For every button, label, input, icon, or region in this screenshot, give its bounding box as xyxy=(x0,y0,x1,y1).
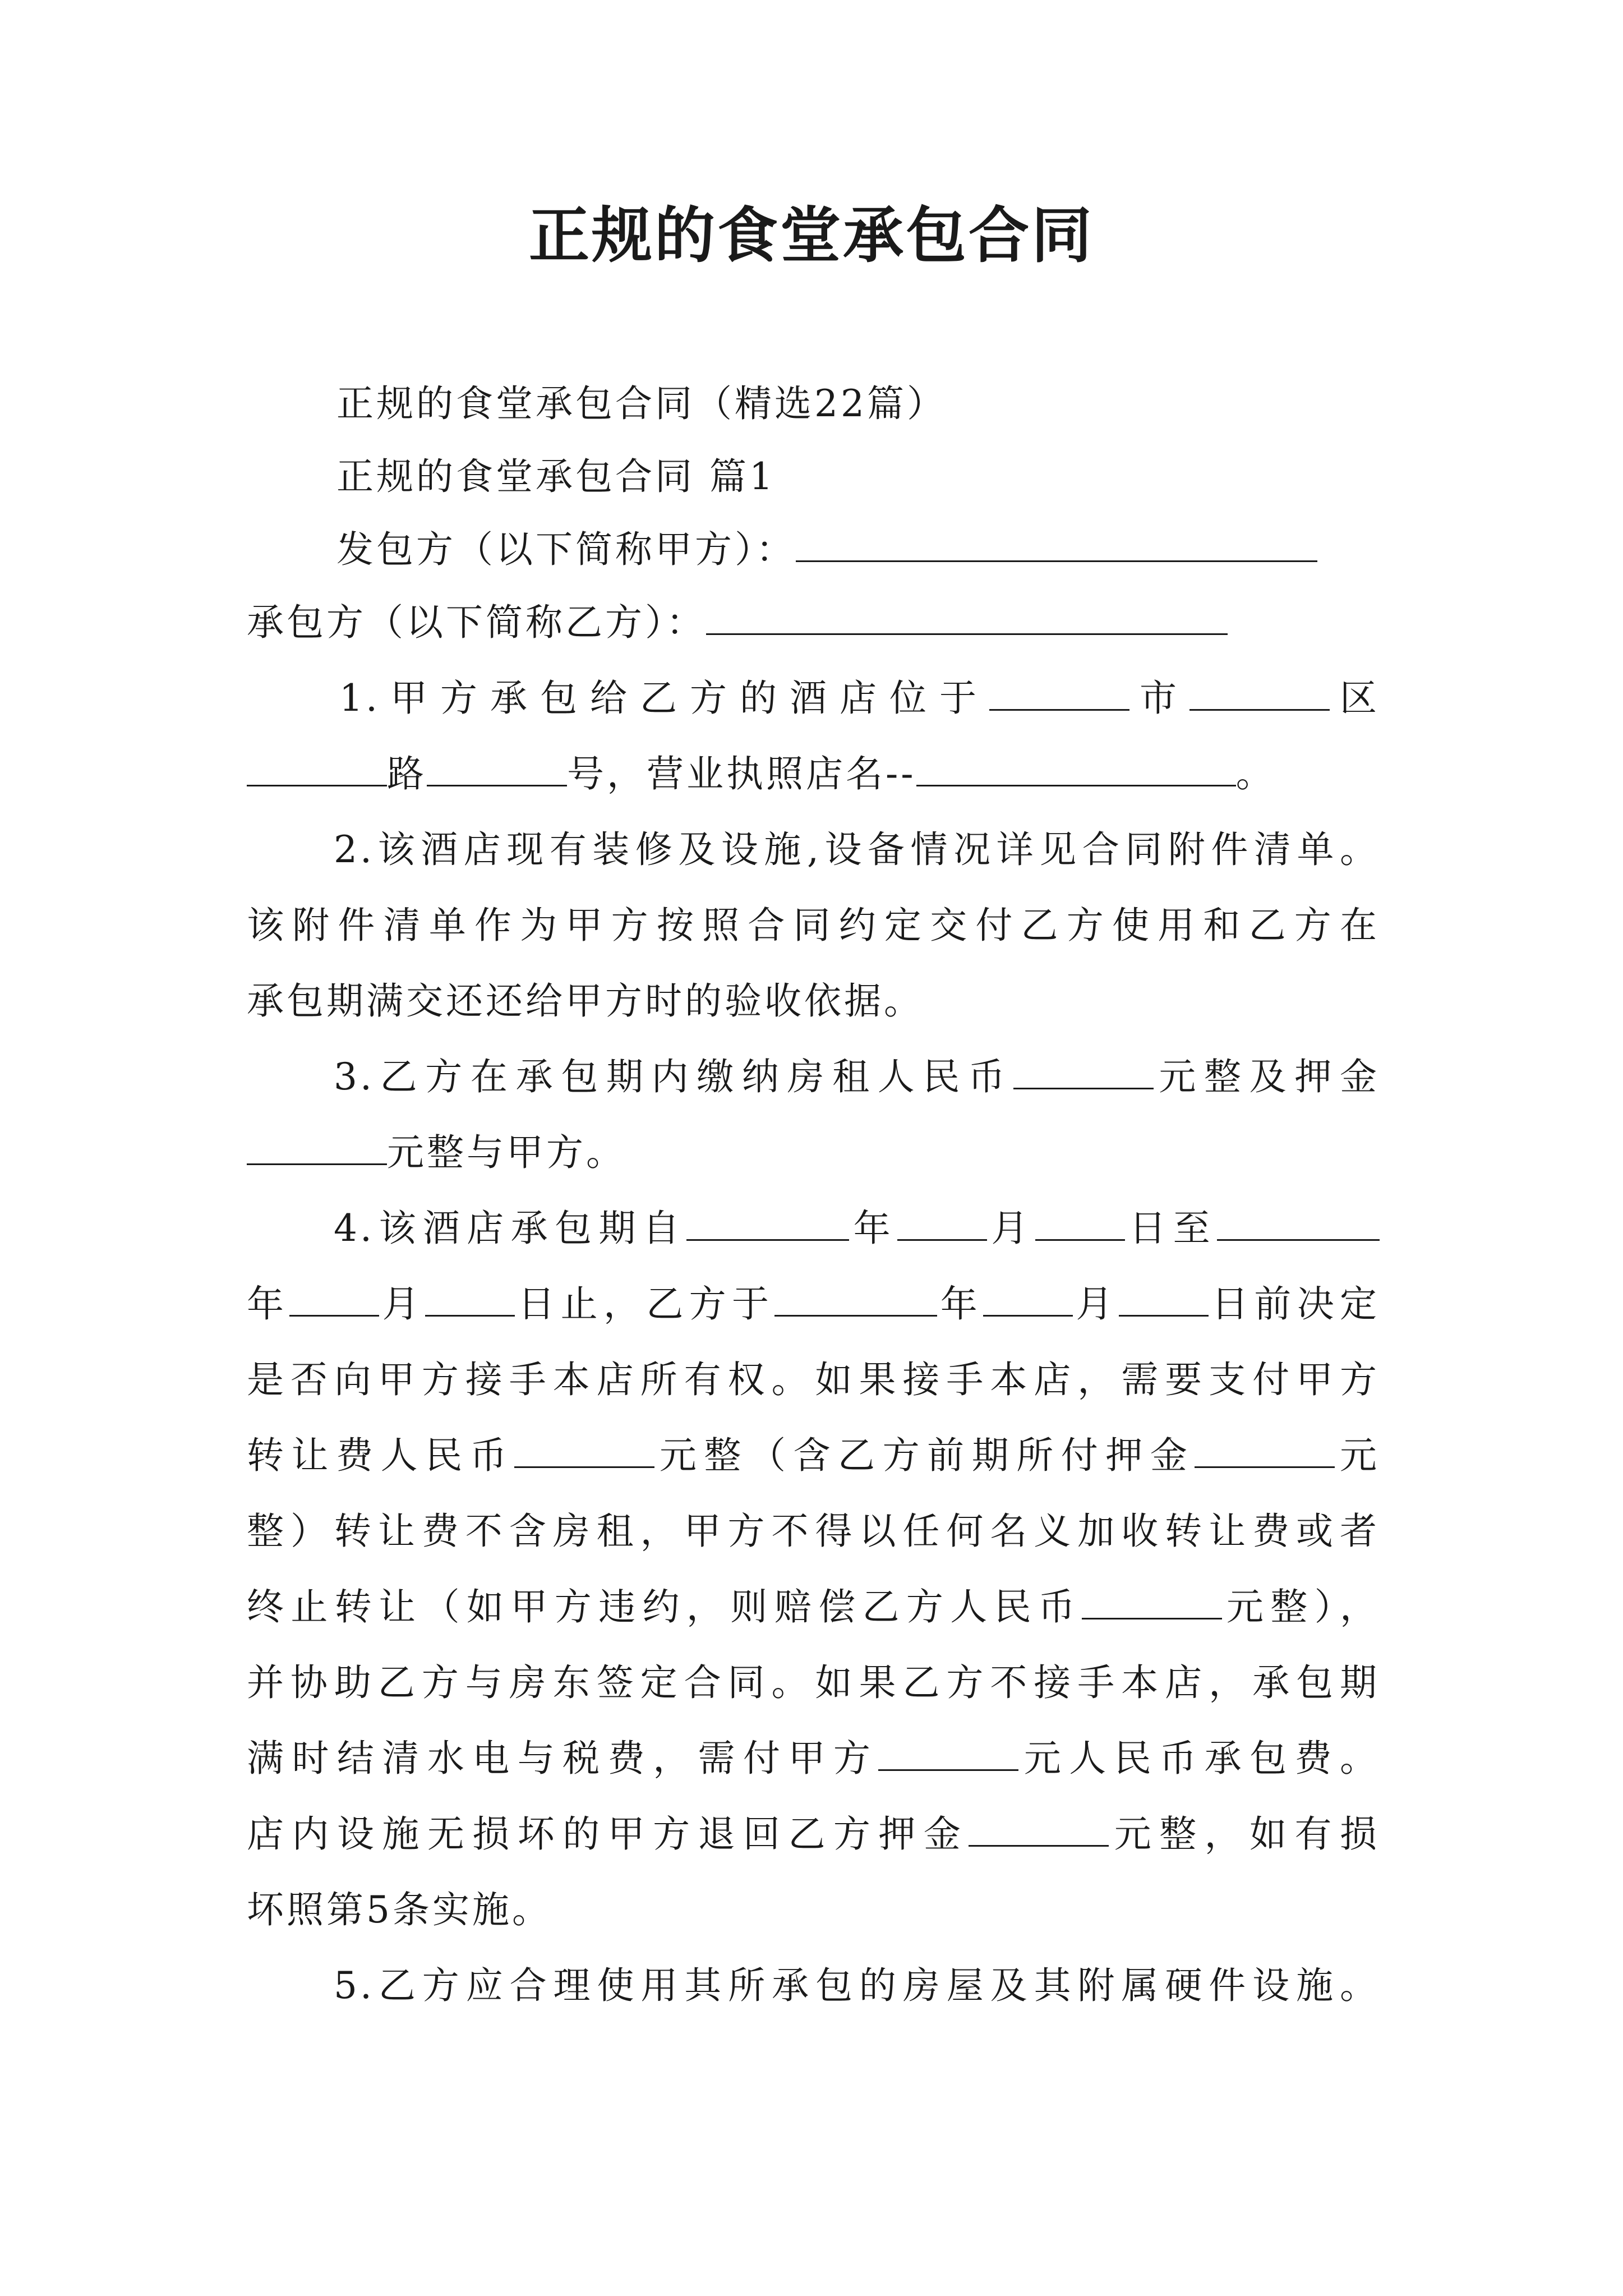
district-blank xyxy=(1189,674,1330,711)
clause4-line9 xyxy=(247,1806,1380,1862)
clause4-yuan: 元 xyxy=(1335,1434,1380,1477)
document-subtitle: 正规的食堂承包合同（精选22篇） xyxy=(336,382,947,425)
clause3-text-b: 元整及押金 xyxy=(1153,1055,1380,1098)
end-month-blank xyxy=(289,1280,379,1317)
clause4-text-a: 4.该酒店承包期自 xyxy=(334,1207,687,1250)
clause4-line1 xyxy=(334,1200,1380,1257)
start-month-blank xyxy=(897,1204,987,1241)
clause1-line2 xyxy=(247,746,1380,802)
deposit-blank xyxy=(247,1129,387,1165)
decision-year-blank xyxy=(774,1280,937,1317)
clause4-deposit-note: 元整（含乙方前期所付押金 xyxy=(654,1434,1195,1477)
clause4-line8 xyxy=(247,1731,1380,1787)
decision-day-blank xyxy=(1119,1280,1209,1317)
clause1-line1 xyxy=(339,670,1380,726)
city-blank xyxy=(989,674,1129,711)
clause4-line10: 坏照第5条实施。 xyxy=(247,1888,552,1931)
clause4-fee-unit: 元人民币承包费。 xyxy=(1018,1737,1380,1780)
start-year-blank xyxy=(686,1204,849,1241)
clause4-year-2: 年 xyxy=(247,1282,290,1326)
clause2-line1: 2.该酒店现有装修及设施,设备情况详见合同附件清单。 xyxy=(334,828,1380,871)
clause1-end: 。 xyxy=(1235,752,1276,795)
clause5-line1: 5.乙方应合理使用其所承包的房屋及其附属硬件设施。 xyxy=(334,1964,1380,2007)
clause4-fee-label: 满时结清水电与税费，需付甲方 xyxy=(247,1737,879,1780)
clause4-month: 月 xyxy=(987,1207,1035,1250)
clause4-line3: 是否向甲方接手本店所有权。如果接手本店，需要支付甲方 xyxy=(247,1358,1380,1401)
section-heading: 正规的食堂承包合同 篇1 xyxy=(336,455,776,498)
party-a-blank xyxy=(796,526,1317,562)
street-blank xyxy=(247,750,387,786)
clause1-number-text: 号，营业执照店名-- xyxy=(567,752,916,795)
party-b-blank xyxy=(706,599,1228,635)
contract-fee-blank xyxy=(878,1734,1018,1771)
document-title: 正规的食堂承包合同 xyxy=(528,200,1094,271)
rent-blank xyxy=(1013,1053,1154,1089)
clause3-line1 xyxy=(334,1049,1380,1105)
clause4-day-before: 日前决定 xyxy=(1208,1282,1380,1326)
decision-month-blank xyxy=(983,1280,1073,1317)
end-year-blank xyxy=(1217,1204,1380,1241)
clause3-text-a: 3.乙方在承包期内缴纳房租人民币 xyxy=(334,1055,1013,1098)
transfer-fee-blank xyxy=(514,1432,654,1468)
party-b-label: 承包方（以下简称乙方）： xyxy=(247,601,706,644)
clause4-year-3: 年 xyxy=(937,1282,984,1326)
party-b-line xyxy=(247,595,1380,651)
clause2-line2: 该附件清单作为甲方按照合同约定交付乙方使用和乙方在 xyxy=(247,904,1380,947)
clause4-refund-label: 店内设施无损坏的甲方退回乙方押金 xyxy=(247,1812,969,1856)
clause4-penalty-label: 终止转让（如甲方违约，则赔偿乙方人民币 xyxy=(247,1585,1082,1628)
clause4-day-to: 日至 xyxy=(1124,1207,1218,1250)
clause4-line7: 并协助乙方与房东签定合同。如果乙方不接手本店，承包期 xyxy=(247,1661,1380,1704)
clause4-month-2: 月 xyxy=(379,1282,426,1326)
clause4-line2 xyxy=(247,1276,1380,1332)
clause4-year: 年 xyxy=(849,1207,897,1250)
shop-name-blank xyxy=(916,750,1236,786)
clause1-road: 路 xyxy=(387,752,427,795)
clause4-refund-unit: 元整，如有损 xyxy=(1109,1812,1380,1856)
end-day-blank xyxy=(425,1280,515,1317)
clause1-district: 区 xyxy=(1330,677,1380,720)
clause2-line3: 承包期满交还还给甲方时的验收依据。 xyxy=(247,979,924,1023)
prior-deposit-blank xyxy=(1195,1432,1335,1468)
clause1-text-a: 1.甲方承包给乙方的酒店位于 xyxy=(339,677,989,720)
start-day-blank xyxy=(1035,1204,1125,1241)
number-blank xyxy=(427,750,567,786)
clause4-line5: 整）转让费不含房租，甲方不得以任何名义加收转让费或者 xyxy=(247,1510,1380,1553)
penalty-blank xyxy=(1082,1583,1222,1619)
clause4-penalty-unit: 元整）， xyxy=(1222,1585,1380,1628)
party-a-label: 发包方（以下简称甲方）： xyxy=(336,528,796,571)
refund-deposit-blank xyxy=(969,1810,1109,1847)
clause4-month-3: 月 xyxy=(1073,1282,1119,1326)
clause4-line4 xyxy=(247,1428,1380,1484)
clause4-transfer-fee-label: 转让费人民币 xyxy=(247,1434,515,1477)
clause3-text-c: 元整与甲方。 xyxy=(387,1131,626,1174)
clause4-day-stop: 日止，乙方于 xyxy=(515,1282,775,1326)
clause3-line2 xyxy=(247,1125,1380,1181)
clause4-line6 xyxy=(247,1579,1380,1635)
clause1-city: 市 xyxy=(1129,677,1189,720)
party-a-line xyxy=(336,522,1380,578)
